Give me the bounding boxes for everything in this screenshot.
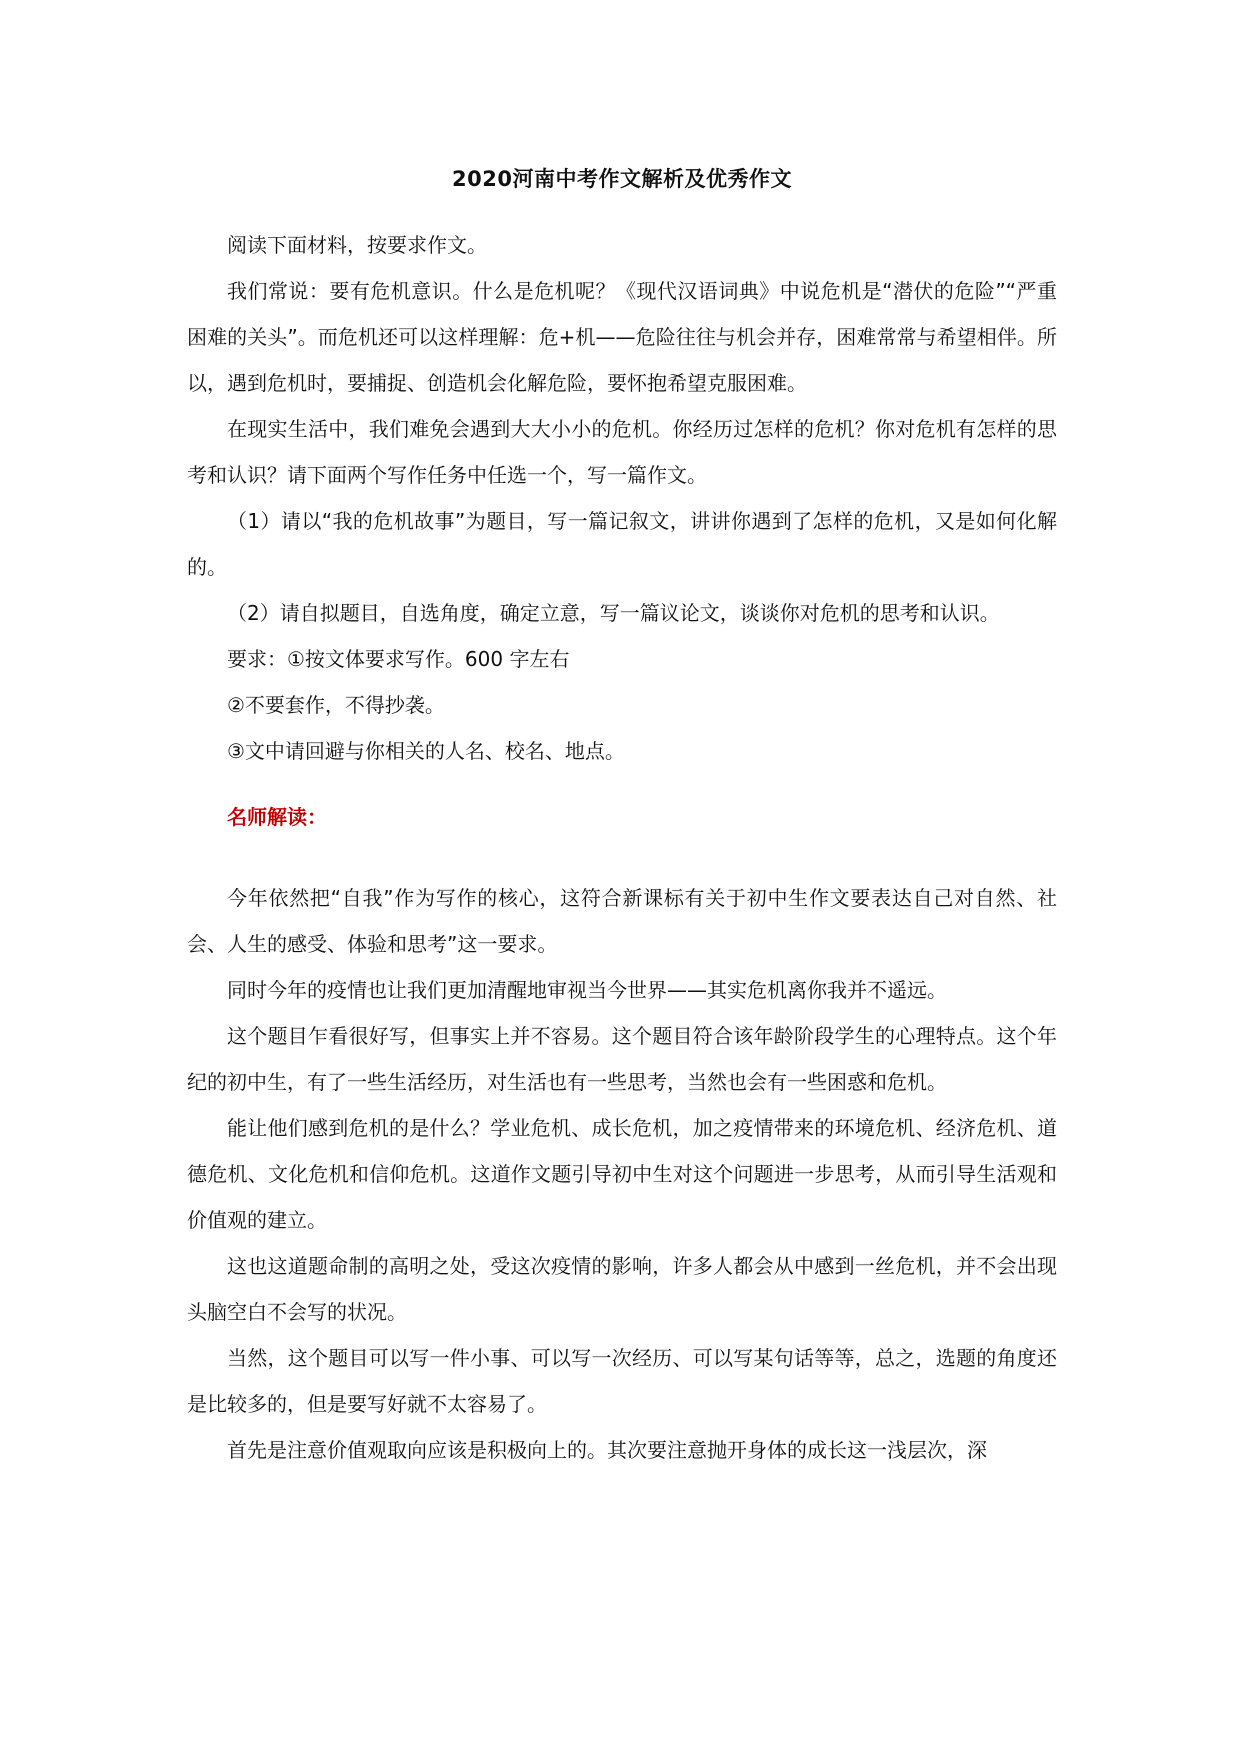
task-narrative: （1）请以“我的危机故事”为题目，写一篇记叙文，讲讲你遇到了怎样的危机，又是如何化解的。 [187, 509, 1057, 579]
document-title: 2020河南中考作文解析及优秀作文 [452, 167, 792, 191]
prompt-section [187, 222, 1057, 774]
prompt-paragraph: 我们常说：要有危机意识。什么是危机呢？《现代汉语词典》中说危机是“潜伏的危险”“严重困难的关头”。而危机还可以这样理解：危+机——危险往往与机会并存，困难常常与希望相伴。所以，遇到危机时，要捕捉、创造机会化解危险，要怀抱希望克服困难。 [187, 279, 1057, 395]
prompt-intro: 阅读下面材料，按要求作文。 [227, 233, 487, 257]
analysis-heading: 名师解读： [227, 805, 327, 829]
analysis-paragraph: 能让他们感到危机的是什么？学业危机、成长危机，加之疫情带来的环境危机、经济危机、道德危机、文化危机和信仰危机。这道作文题引导初中生对这个问题进一步思考，从而引导生活观和价值观的建立。 [187, 1116, 1057, 1232]
prompt-paragraph: 在现实生活中，我们难免会遇到大大小小的危机。你经历过怎样的危机？你对危机有怎样的思考和认识？请下面两个写作任务中任选一个，写一篇作文。 [187, 417, 1057, 487]
document-page [187, 0, 1057, 1754]
analysis-section [187, 875, 1057, 1473]
analysis-paragraph: 今年依然把“自我”作为写作的核心，这符合新课标有关于初中生作文要表达自己对自然、社会、人生的感受、体验和思考”这一要求。 [187, 886, 1057, 956]
requirement-item: ③文中请回避与你相关的人名、校名、地点。 [227, 739, 625, 763]
analysis-paragraph: 首先是注意价值观取向应该是积极向上的。其次要注意抛开身体的成长这一浅层次，深 [227, 1438, 987, 1462]
analysis-heading-block [187, 794, 1057, 840]
analysis-paragraph: 这个题目乍看很好写，但事实上并不容易。这个题目符合该年龄阶段学生的心理特点。这个年纪的初中生，有了一些生活经历，对生活也有一些思考，当然也会有一些困惑和危机。 [187, 1024, 1057, 1094]
analysis-paragraph: 这也这道题命制的高明之处，受这次疫情的影响，许多人都会从中感到一丝危机，并不会出现头脑空白不会写的状况。 [187, 1254, 1057, 1324]
analysis-paragraph: 当然，这个题目可以写一件小事、可以写一次经历、可以写某句话等等，总之，选题的角度还是比较多的，但是要写好就不太容易了。 [187, 1346, 1057, 1416]
requirement-item: ②不要套作，不得抄袭。 [227, 693, 445, 717]
task-argumentative: （2）请自拟题目，自选角度，确定立意，写一篇议论文，谈谈你对危机的思考和认识。 [227, 601, 1000, 625]
analysis-paragraph: 同时今年的疫情也让我们更加清醒地审视当今世界——其实危机离你我并不遥远。 [227, 978, 947, 1002]
requirement-item: 要求：①按文体要求写作。600 字左右 [227, 647, 570, 671]
